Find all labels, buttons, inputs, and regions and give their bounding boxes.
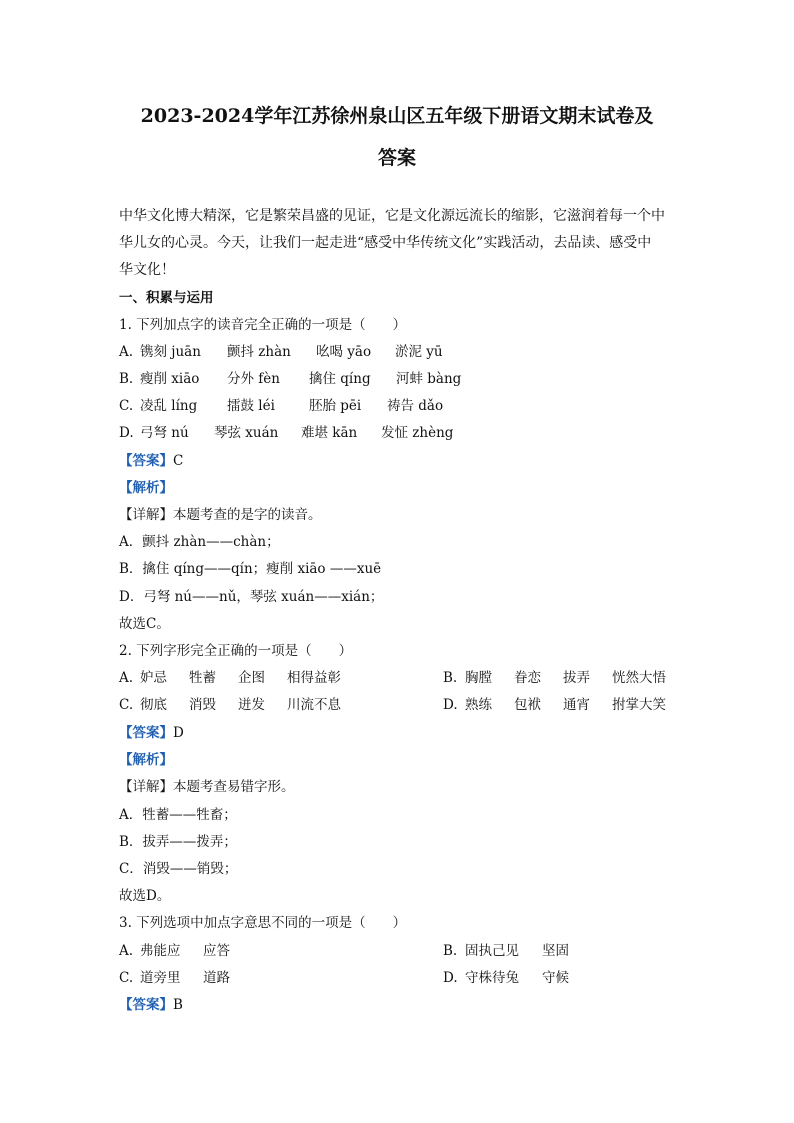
option-label: B.	[443, 943, 458, 959]
detail-intro: 本题考查易错字形。	[173, 779, 295, 795]
title-line-1: 2023-2024学年江苏徐州泉山区五年级下册语文期末试卷及	[140, 105, 654, 127]
option-item: 胸膛	[465, 670, 492, 686]
option-item: 道旁里	[140, 970, 181, 986]
option-item: 擒住 qíng	[309, 371, 371, 387]
option-item: 消毁	[189, 697, 216, 713]
intro-line-3: 华文化！	[119, 262, 175, 278]
option-item: 牲蓄	[189, 670, 216, 686]
option-item: 眷恋	[514, 670, 541, 686]
q1-answer	[119, 451, 679, 471]
option-item: 瘦削 xiāo	[140, 371, 200, 387]
q1-detail-line: D．弓弩 nú——nǔ，琴弦 xuán——xián；	[119, 589, 384, 605]
q2-answer	[119, 723, 679, 743]
option-label: C.	[119, 398, 134, 414]
answer-value: C	[173, 453, 184, 469]
option-label: A.	[119, 943, 134, 959]
analysis-tag: 【解析】	[119, 480, 173, 496]
option-item: 熟练	[465, 697, 492, 713]
answer-value: D	[173, 725, 184, 741]
q2-detail-line: A．牲蓄——牲畜；	[119, 807, 237, 823]
option-label: D.	[443, 970, 458, 986]
intro-line-2: 华儿女的心灵。今天，让我们一起走进“感受中华传统文化”实践活动，去品读、感受中	[119, 235, 652, 251]
option-item: 河蚌 bàng	[396, 371, 462, 387]
option-item: 吆喝 yāo	[316, 344, 372, 360]
detail-tag: 【详解】	[119, 779, 173, 795]
option-item: 守株待兔	[465, 970, 519, 986]
option-item: 守候	[542, 970, 569, 986]
option-item: 固执己见	[465, 943, 519, 959]
option-item: 凌乱 líng	[140, 398, 198, 414]
q2-detail-line: B．拔弄——拨弄；	[119, 834, 237, 850]
q2-detail	[119, 777, 679, 797]
section-heading: 一、积累与运用	[119, 290, 214, 306]
q2-conclusion: 故选D。	[119, 888, 171, 904]
option-label: C.	[119, 970, 134, 986]
option-label: D.	[119, 425, 134, 441]
option-label: B.	[119, 371, 134, 387]
option-item: 恍然大悟	[612, 670, 666, 686]
option-item: 相得益彰	[287, 670, 341, 686]
option-item: 祷告 dǎo	[387, 398, 444, 414]
answer-tag: 【答案】	[119, 725, 173, 741]
q1-conclusion: 故选C。	[119, 616, 170, 632]
option-item: 镌刻 juān	[140, 344, 201, 360]
document-title	[110, 95, 684, 179]
option-item: 胚胎 pēi	[309, 398, 362, 414]
option-item: 发怔 zhèng	[381, 425, 454, 441]
answer-value: B	[173, 997, 183, 1013]
option-item: 坚固	[542, 943, 569, 959]
q3-answer	[119, 995, 679, 1015]
option-item: 川流不息	[287, 697, 341, 713]
option-item: 难堪 kān	[301, 425, 358, 441]
option-item: 分外 fèn	[227, 371, 280, 387]
option-item: 拊掌大笑	[612, 697, 666, 713]
option-label: A.	[119, 670, 134, 686]
option-item: 应答	[203, 943, 230, 959]
intro-line-1: 中华文化博大精深，它是繁荣昌盛的见证，它是文化源远流长的缩影，它滋润着每一个中	[119, 208, 665, 224]
option-label: B.	[443, 670, 458, 686]
option-item: 弗能应	[140, 943, 181, 959]
option-item: 擂鼓 léi	[227, 398, 275, 414]
q1-detail-line: A．颤抖 zhàn——chàn；	[119, 534, 280, 550]
q2-detail-line: C．消毁——销毁；	[119, 861, 238, 877]
option-item: 颤抖 zhàn	[227, 344, 291, 360]
option-item: 琴弦 xuán	[214, 425, 279, 441]
option-item: 道路	[203, 970, 230, 986]
option-item: 迸发	[238, 697, 265, 713]
answer-tag: 【答案】	[119, 997, 173, 1013]
option-label: D.	[443, 697, 458, 713]
title-line-2: 答案	[377, 147, 416, 169]
option-item: 企图	[238, 670, 265, 686]
analysis-tag: 【解析】	[119, 752, 173, 768]
q1-analysis	[119, 478, 679, 498]
q3-stem: 3. 下列选项中加点字意思不同的一项是（ ）	[119, 915, 407, 931]
option-item: 通宵	[563, 697, 590, 713]
option-label: A.	[119, 344, 134, 360]
option-item: 拔弄	[563, 670, 590, 686]
option-item: 淤泥 yū	[395, 344, 443, 360]
q1-detail	[119, 505, 679, 525]
q1-detail-line: B．擒住 qíng——qín；瘦削 xiāo ——xuē	[119, 561, 382, 577]
option-item: 包袱	[514, 697, 541, 713]
option-item: 彻底	[140, 697, 167, 713]
detail-intro: 本题考查的是字的读音。	[173, 507, 322, 523]
option-label: C.	[119, 697, 134, 713]
q1-stem: 1. 下列加点字的读音完全正确的一项是（ ）	[119, 317, 407, 333]
q2-stem: 2. 下列字形完全正确的一项是（ ）	[119, 643, 353, 659]
answer-tag: 【答案】	[119, 453, 173, 469]
option-item: 弓弩 nú	[140, 425, 189, 441]
option-item: 妒忌	[140, 670, 167, 686]
q2-analysis	[119, 750, 679, 770]
detail-tag: 【详解】	[119, 507, 173, 523]
